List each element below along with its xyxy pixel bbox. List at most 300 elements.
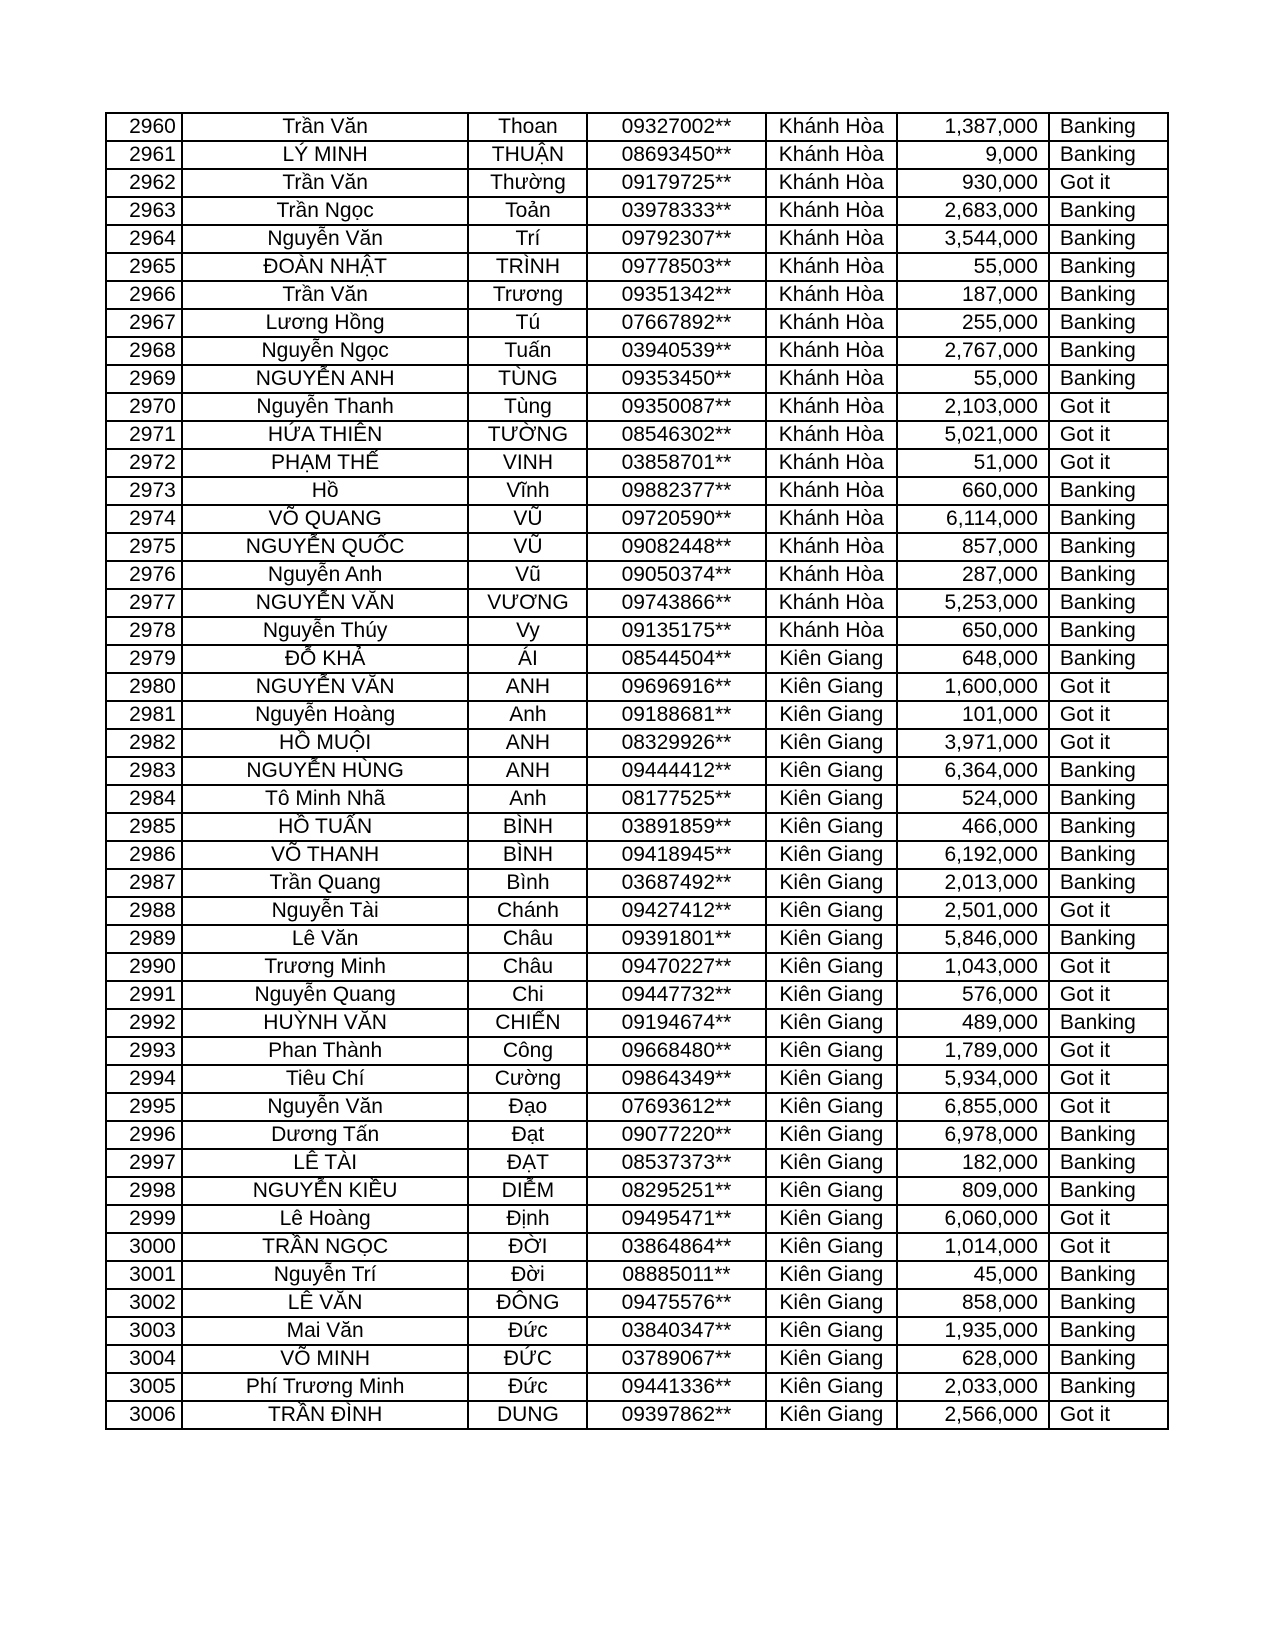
phone-cell: 09447732** [587,981,765,1009]
phone-cell: 03840347** [587,1317,765,1345]
row-number-cell: 3003 [106,1317,182,1345]
phone-cell: 09441336** [587,1373,765,1401]
phone-cell: 08544504** [587,645,765,673]
table-row [106,169,1168,197]
status-cell: Banking [1049,253,1168,281]
province-cell: Khánh Hòa [766,197,898,225]
surname-cell: VÕ THANH [182,841,469,869]
given-name-cell: Anh [468,785,587,813]
given-name-cell: Châu [468,953,587,981]
row-number-cell: 2982 [106,729,182,757]
phone-cell: 09778503** [587,253,765,281]
given-name-cell: Anh [468,701,587,729]
given-name-cell: Châu [468,925,587,953]
status-cell: Got it [1049,897,1168,925]
amount-cell: 5,934,000 [897,1065,1049,1093]
province-cell: Kiên Giang [766,869,898,897]
province-cell: Kiên Giang [766,1121,898,1149]
given-name-cell: Vy [468,617,587,645]
given-name-cell: Chánh [468,897,587,925]
table-row [106,953,1168,981]
status-cell: Banking [1049,197,1168,225]
surname-cell: Nguyễn Tài [182,897,469,925]
amount-cell: 55,000 [897,365,1049,393]
row-number-cell: 2971 [106,421,182,449]
status-cell: Banking [1049,1345,1168,1373]
table-row [106,197,1168,225]
surname-cell: HUỲNH VĂN [182,1009,469,1037]
table-row [106,505,1168,533]
phone-cell: 09194674** [587,1009,765,1037]
phone-cell: 09397862** [587,1401,765,1429]
status-cell: Got it [1049,1037,1168,1065]
status-cell: Banking [1049,617,1168,645]
table-row [106,1261,1168,1289]
status-cell: Banking [1049,1289,1168,1317]
table-row [106,1093,1168,1121]
surname-cell: Nguyễn Trí [182,1261,469,1289]
phone-cell: 09077220** [587,1121,765,1149]
given-name-cell: VŨ [468,505,587,533]
row-number-cell: 2963 [106,197,182,225]
given-name-cell: Chi [468,981,587,1009]
province-cell: Khánh Hòa [766,141,898,169]
table-row [106,1037,1168,1065]
status-cell: Banking [1049,869,1168,897]
province-cell: Khánh Hòa [766,589,898,617]
table-row [106,981,1168,1009]
province-cell: Khánh Hòa [766,309,898,337]
surname-cell: ĐỖ KHẢ [182,645,469,673]
row-number-cell: 2973 [106,477,182,505]
amount-cell: 489,000 [897,1009,1049,1037]
status-cell: Banking [1049,925,1168,953]
surname-cell: NGUYỄN KIỀU [182,1177,469,1205]
status-cell: Banking [1049,645,1168,673]
row-number-cell: 2983 [106,757,182,785]
row-number-cell: 2991 [106,981,182,1009]
payout-table-body [106,113,1168,1429]
amount-cell: 628,000 [897,1345,1049,1373]
table-row [106,1009,1168,1037]
amount-cell: 2,013,000 [897,869,1049,897]
row-number-cell: 2993 [106,1037,182,1065]
amount-cell: 182,000 [897,1149,1049,1177]
table-row [106,365,1168,393]
surname-cell: Tiêu Chí [182,1065,469,1093]
amount-cell: 3,971,000 [897,729,1049,757]
row-number-cell: 2994 [106,1065,182,1093]
amount-cell: 576,000 [897,981,1049,1009]
given-name-cell: VƯƠNG [468,589,587,617]
amount-cell: 524,000 [897,785,1049,813]
province-cell: Kiên Giang [766,1261,898,1289]
table-row [106,1345,1168,1373]
row-number-cell: 2989 [106,925,182,953]
given-name-cell: ĐẠT [468,1149,587,1177]
amount-cell: 5,021,000 [897,421,1049,449]
status-cell: Banking [1049,337,1168,365]
surname-cell: Nguyễn Quang [182,981,469,1009]
province-cell: Kiên Giang [766,925,898,953]
province-cell: Kiên Giang [766,785,898,813]
surname-cell: PHẠM THẾ [182,449,469,477]
row-number-cell: 2974 [106,505,182,533]
phone-cell: 03864864** [587,1233,765,1261]
surname-cell: Trần Ngọc [182,197,469,225]
phone-cell: 03789067** [587,1345,765,1373]
row-number-cell: 2970 [106,393,182,421]
given-name-cell: DIỄM [468,1177,587,1205]
table-row [106,393,1168,421]
phone-cell: 09495471** [587,1205,765,1233]
status-cell: Banking [1049,365,1168,393]
phone-cell: 03858701** [587,449,765,477]
table-row [106,1289,1168,1317]
surname-cell: LÝ MINH [182,141,469,169]
surname-cell: NGUYỄN ANH [182,365,469,393]
given-name-cell: CHIẾN [468,1009,587,1037]
phone-cell: 08537373** [587,1149,765,1177]
province-cell: Khánh Hòa [766,337,898,365]
table-row [106,589,1168,617]
province-cell: Khánh Hòa [766,617,898,645]
amount-cell: 6,114,000 [897,505,1049,533]
given-name-cell: Vũ [468,561,587,589]
amount-cell: 1,789,000 [897,1037,1049,1065]
row-number-cell: 2975 [106,533,182,561]
status-cell: Banking [1049,477,1168,505]
table-row [106,1065,1168,1093]
status-cell: Banking [1049,785,1168,813]
surname-cell: Phan Thành [182,1037,469,1065]
status-cell: Banking [1049,561,1168,589]
status-cell: Got it [1049,673,1168,701]
status-cell: Got it [1049,1233,1168,1261]
row-number-cell: 2990 [106,953,182,981]
phone-cell: 09188681** [587,701,765,729]
surname-cell: Trần Văn [182,281,469,309]
table-row [106,701,1168,729]
row-number-cell: 2998 [106,1177,182,1205]
given-name-cell: Tú [468,309,587,337]
phone-cell: 09470227** [587,953,765,981]
surname-cell: NGUYỄN HÙNG [182,757,469,785]
amount-cell: 55,000 [897,253,1049,281]
province-cell: Kiên Giang [766,953,898,981]
row-number-cell: 2981 [106,701,182,729]
given-name-cell: VINH [468,449,587,477]
phone-cell: 08693450** [587,141,765,169]
province-cell: Kiên Giang [766,701,898,729]
table-row [106,113,1168,141]
given-name-cell: ANH [468,729,587,757]
surname-cell: LÊ TÀI [182,1149,469,1177]
table-row [106,841,1168,869]
given-name-cell: Trí [468,225,587,253]
phone-cell: 09050374** [587,561,765,589]
phone-cell: 09792307** [587,225,765,253]
surname-cell: HỒ MUỘI [182,729,469,757]
phone-cell: 09327002** [587,113,765,141]
row-number-cell: 2961 [106,141,182,169]
table-row [106,1317,1168,1345]
amount-cell: 2,501,000 [897,897,1049,925]
given-name-cell: Trương [468,281,587,309]
row-number-cell: 2977 [106,589,182,617]
payout-table [105,112,1169,1430]
status-cell: Got it [1049,701,1168,729]
row-number-cell: 3006 [106,1401,182,1429]
given-name-cell: Đức [468,1317,587,1345]
given-name-cell: ÁI [468,645,587,673]
table-row [106,1205,1168,1233]
phone-cell: 09668480** [587,1037,765,1065]
table-row [106,869,1168,897]
given-name-cell: Vĩnh [468,477,587,505]
phone-cell: 09475576** [587,1289,765,1317]
surname-cell: ĐOÀN NHẬT [182,253,469,281]
row-number-cell: 2979 [106,645,182,673]
amount-cell: 255,000 [897,309,1049,337]
province-cell: Kiên Giang [766,897,898,925]
given-name-cell: ANH [468,673,587,701]
province-cell: Khánh Hòa [766,393,898,421]
amount-cell: 6,364,000 [897,757,1049,785]
row-number-cell: 2980 [106,673,182,701]
given-name-cell: TRÌNH [468,253,587,281]
province-cell: Khánh Hòa [766,281,898,309]
amount-cell: 1,043,000 [897,953,1049,981]
table-row [106,729,1168,757]
province-cell: Khánh Hòa [766,113,898,141]
surname-cell: Trần Văn [182,113,469,141]
status-cell: Banking [1049,281,1168,309]
amount-cell: 650,000 [897,617,1049,645]
table-row [106,337,1168,365]
status-cell: Banking [1049,1177,1168,1205]
given-name-cell: Tuấn [468,337,587,365]
status-cell: Got it [1049,169,1168,197]
status-cell: Banking [1049,1121,1168,1149]
row-number-cell: 3002 [106,1289,182,1317]
amount-cell: 2,033,000 [897,1373,1049,1401]
given-name-cell: ĐỨC [468,1345,587,1373]
row-number-cell: 3005 [106,1373,182,1401]
status-cell: Got it [1049,449,1168,477]
row-number-cell: 2967 [106,309,182,337]
status-cell: Banking [1049,589,1168,617]
province-cell: Kiên Giang [766,841,898,869]
province-cell: Kiên Giang [766,1009,898,1037]
table-row [106,141,1168,169]
province-cell: Kiên Giang [766,1093,898,1121]
surname-cell: NGUYỄN VĂN [182,589,469,617]
given-name-cell: ĐỜI [468,1233,587,1261]
amount-cell: 6,192,000 [897,841,1049,869]
surname-cell: VÕ MINH [182,1345,469,1373]
row-number-cell: 3004 [106,1345,182,1373]
phone-cell: 09179725** [587,169,765,197]
amount-cell: 2,767,000 [897,337,1049,365]
row-number-cell: 2985 [106,813,182,841]
row-number-cell: 2995 [106,1093,182,1121]
given-name-cell: Bình [468,869,587,897]
table-row [106,281,1168,309]
status-cell: Banking [1049,1373,1168,1401]
province-cell: Kiên Giang [766,1233,898,1261]
phone-cell: 03940539** [587,337,765,365]
province-cell: Khánh Hòa [766,169,898,197]
given-name-cell: TÙNG [468,365,587,393]
given-name-cell: Đức [468,1373,587,1401]
table-row [106,309,1168,337]
status-cell: Banking [1049,1009,1168,1037]
province-cell: Kiên Giang [766,813,898,841]
status-cell: Got it [1049,729,1168,757]
province-cell: Khánh Hòa [766,505,898,533]
given-name-cell: Thoan [468,113,587,141]
surname-cell: Hồ [182,477,469,505]
province-cell: Khánh Hòa [766,253,898,281]
row-number-cell: 2997 [106,1149,182,1177]
status-cell: Banking [1049,505,1168,533]
row-number-cell: 2969 [106,365,182,393]
surname-cell: LÊ VĂN [182,1289,469,1317]
given-name-cell: Công [468,1037,587,1065]
phone-cell: 09696916** [587,673,765,701]
given-name-cell: Đạt [468,1121,587,1149]
surname-cell: Nguyễn Thanh [182,393,469,421]
surname-cell: Nguyễn Thúy [182,617,469,645]
surname-cell: Trần Văn [182,169,469,197]
given-name-cell: Cường [468,1065,587,1093]
province-cell: Khánh Hòa [766,449,898,477]
amount-cell: 6,855,000 [897,1093,1049,1121]
row-number-cell: 2972 [106,449,182,477]
status-cell: Got it [1049,953,1168,981]
surname-cell: HỒ TUẤN [182,813,469,841]
table-row [106,757,1168,785]
surname-cell: Nguyễn Ngọc [182,337,469,365]
row-number-cell: 2978 [106,617,182,645]
surname-cell: Nguyễn Văn [182,225,469,253]
status-cell: Banking [1049,1261,1168,1289]
surname-cell: Nguyễn Văn [182,1093,469,1121]
status-cell: Banking [1049,309,1168,337]
phone-cell: 08546302** [587,421,765,449]
amount-cell: 9,000 [897,141,1049,169]
surname-cell: VÕ QUANG [182,505,469,533]
amount-cell: 1,014,000 [897,1233,1049,1261]
given-name-cell: ĐÔNG [468,1289,587,1317]
amount-cell: 660,000 [897,477,1049,505]
row-number-cell: 2988 [106,897,182,925]
surname-cell: Nguyễn Anh [182,561,469,589]
table-row [106,1373,1168,1401]
amount-cell: 187,000 [897,281,1049,309]
given-name-cell: Tùng [468,393,587,421]
status-cell: Got it [1049,981,1168,1009]
surname-cell: Mai Văn [182,1317,469,1345]
table-row [106,561,1168,589]
status-cell: Got it [1049,1065,1168,1093]
status-cell: Banking [1049,1317,1168,1345]
amount-cell: 5,253,000 [897,589,1049,617]
status-cell: Banking [1049,1149,1168,1177]
row-number-cell: 2986 [106,841,182,869]
amount-cell: 930,000 [897,169,1049,197]
phone-cell: 09882377** [587,477,765,505]
province-cell: Kiên Giang [766,757,898,785]
amount-cell: 6,060,000 [897,1205,1049,1233]
phone-cell: 08295251** [587,1177,765,1205]
surname-cell: NGUYỄN QUỐC [182,533,469,561]
given-name-cell: Toản [468,197,587,225]
given-name-cell: VŨ [468,533,587,561]
status-cell: Banking [1049,841,1168,869]
phone-cell: 08177525** [587,785,765,813]
status-cell: Banking [1049,757,1168,785]
row-number-cell: 2984 [106,785,182,813]
status-cell: Banking [1049,141,1168,169]
given-name-cell: ANH [468,757,587,785]
status-cell: Banking [1049,533,1168,561]
table-row [106,421,1168,449]
table-row [106,449,1168,477]
surname-cell: Lê Văn [182,925,469,953]
amount-cell: 5,846,000 [897,925,1049,953]
table-row [106,1233,1168,1261]
status-cell: Got it [1049,1093,1168,1121]
given-name-cell: Định [468,1205,587,1233]
phone-cell: 09391801** [587,925,765,953]
status-cell: Banking [1049,813,1168,841]
amount-cell: 287,000 [897,561,1049,589]
province-cell: Kiên Giang [766,1345,898,1373]
row-number-cell: 2960 [106,113,182,141]
given-name-cell: DUNG [468,1401,587,1429]
table-row [106,477,1168,505]
given-name-cell: Đạo [468,1093,587,1121]
surname-cell: Tô Minh Nhã [182,785,469,813]
amount-cell: 2,566,000 [897,1401,1049,1429]
table-row [106,1401,1168,1429]
status-cell: Got it [1049,1205,1168,1233]
phone-cell: 07693612** [587,1093,765,1121]
table-row [106,1177,1168,1205]
amount-cell: 1,387,000 [897,113,1049,141]
given-name-cell: TƯỜNG [468,421,587,449]
province-cell: Kiên Giang [766,981,898,1009]
phone-cell: 07667892** [587,309,765,337]
status-cell: Got it [1049,1401,1168,1429]
amount-cell: 857,000 [897,533,1049,561]
row-number-cell: 2992 [106,1009,182,1037]
province-cell: Khánh Hòa [766,477,898,505]
amount-cell: 2,683,000 [897,197,1049,225]
row-number-cell: 2968 [106,337,182,365]
surname-cell: Nguyễn Hoàng [182,701,469,729]
phone-cell: 03891859** [587,813,765,841]
surname-cell: TRẦN NGỌC [182,1233,469,1261]
province-cell: Kiên Giang [766,729,898,757]
table-row [106,645,1168,673]
province-cell: Kiên Giang [766,1317,898,1345]
phone-cell: 09082448** [587,533,765,561]
phone-cell: 09444412** [587,757,765,785]
phone-cell: 03978333** [587,197,765,225]
